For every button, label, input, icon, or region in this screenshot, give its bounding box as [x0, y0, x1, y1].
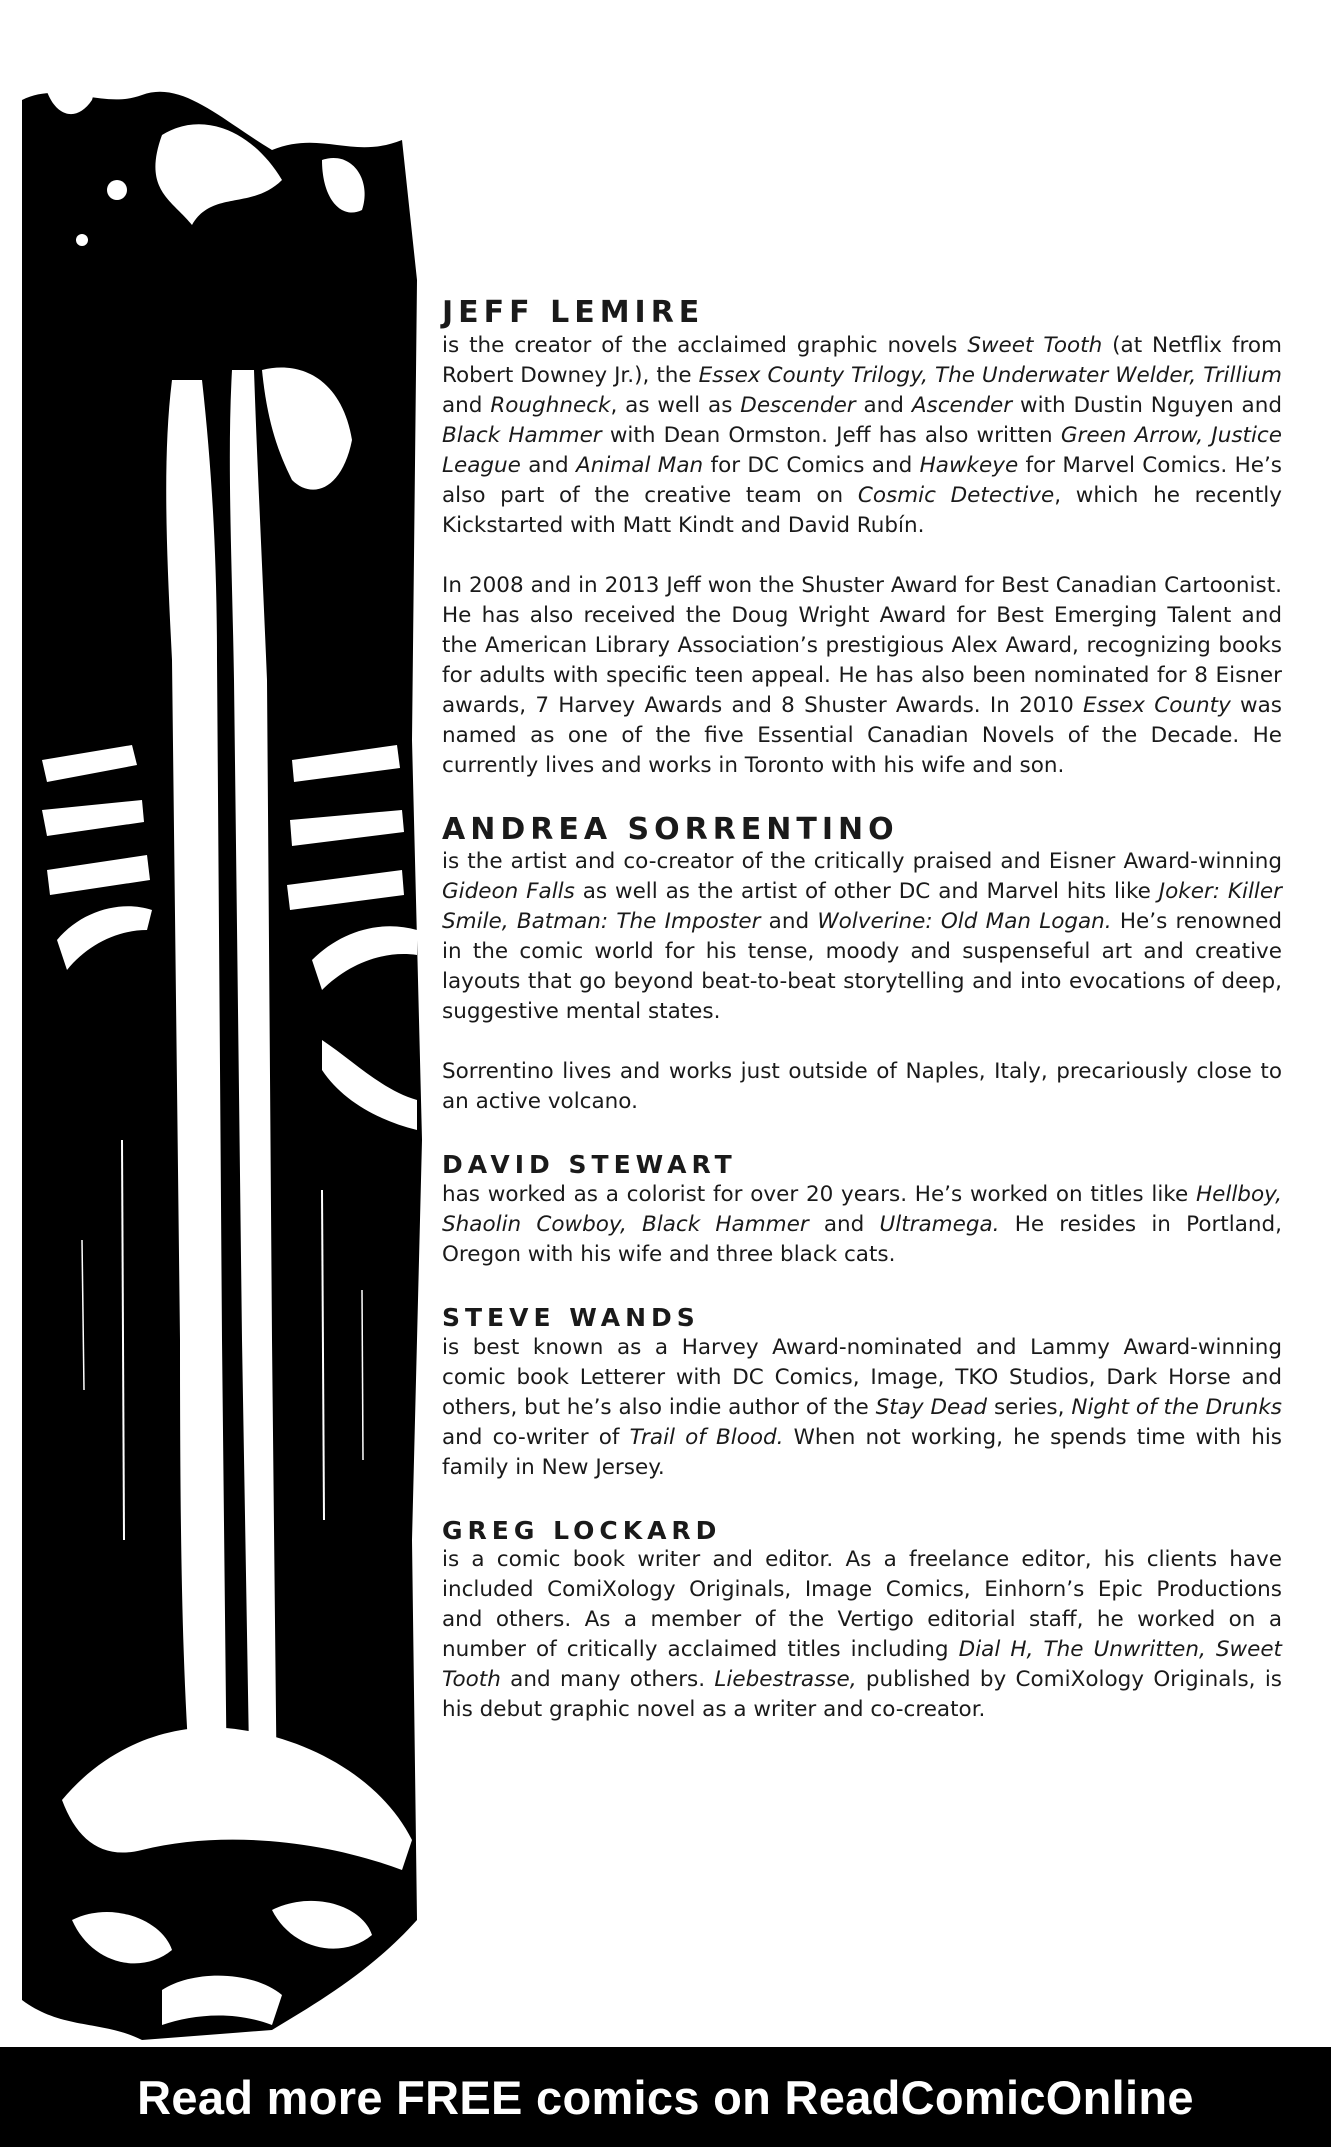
title-italic: Green Arrow, Justice League: [442, 422, 1282, 478]
title-italic: Joker: Killer Smile, Batman: The Imposter: [442, 879, 1282, 934]
bio-david-stewart: [442, 1151, 1282, 1270]
title-italic: Hawkeye: [919, 452, 1019, 478]
title-italic: Wolverine: Old Man Logan.: [817, 909, 1112, 934]
title-italic: Hellboy, Shaolin Cowboy, Black Hammer: [442, 1181, 1282, 1237]
title-italic: Gideon Falls: [442, 879, 575, 904]
footer-banner[interactable]: [0, 2047, 1331, 2147]
title-italic: Stay Dead: [875, 1394, 988, 1420]
bio-andrea-sorrentino: [442, 813, 1282, 1118]
title-italic: Black Hammer: [442, 422, 602, 448]
title-italic: Roughneck: [490, 392, 611, 418]
bio-name: GREG LOCKARD: [442, 1515, 722, 1545]
bio-paragraph: In 2008 and in 2013 Jeff won the Shuster Award for Best Canadian Cartoonist. He has also received the Doug Wright Award for Best Emerging Talent and the American Library Association’s prestigious Alex Award, recognizing books for adults with specific teen appeal. He has also been nominated for 8 Eisner awards, 7 Harvey Awards and 8 Shuster Awards. In 2010 Essex County was named as one of the five Essential Canadian Novels of the Decade. He currently lives and works in Toronto with his wife and son.: [442, 572, 1282, 778]
title-italic: Ultramega.: [879, 1211, 1000, 1237]
title-italic: Essex County Trilogy, The Underwater Welder, Trillium: [698, 362, 1282, 388]
bio-jeff-lemire: [442, 296, 1282, 781]
bio-name: DAVID STEWART: [442, 1150, 737, 1179]
bio-name: STEVE WANDS: [442, 1302, 700, 1332]
bio-steve-wands: [442, 1304, 1282, 1483]
title-italic: Liebestrasse,: [714, 1667, 857, 1693]
bio-paragraph: is best known as a Harvey Award-nominated and Lammy Award-winning comic book Letterer with DC Comics, Image, TKO Studios, Dark Horse and others, but he’s also indie author of the Stay Dead series, Night of the Drunks and co-writer of Trail of Blood. When not working, he spends time with his family in New Jersey.: [442, 1334, 1282, 1480]
title-italic: Animal Man: [576, 452, 704, 478]
title-italic: Sweet Tooth: [967, 332, 1103, 358]
title-italic: Essex County: [1083, 692, 1231, 718]
bio-paragraph: is the creator of the acclaimed graphic novels Sweet Tooth (at Netflix from Robert Downey Jr.), the Essex County Trilogy, The Underwater Welder, Trillium and Roughneck, as well as Descender and Ascender with Dustin Nguyen and Black Hammer with Dean Ormston. Jeff has also written Green Arrow, Justice League and Animal Man for DC Comics and Hawkeye for Marvel Comics. He’s also part of the creative team on Cosmic Detective, which he recently Kickstarted with Matt Kindt and David Rubín.: [442, 332, 1283, 538]
bio-paragraph: is the artist and co-creator of the critically praised and Eisner Award-winning Gideon Falls as well as the artist of other DC and Marvel hits like Joker: Killer Smile, Batman: The Imposter and Wolverine: Old Man Logan. He’s renowned in the comic world for his tense, moody and suspenseful art and creative layouts that go beyond beat-to-beat storytelling and into evocations of deep, suggestive mental states.: [442, 849, 1283, 1024]
title-italic: Cosmic Detective: [857, 482, 1055, 508]
title-italic: Descender: [740, 392, 856, 418]
title-italic: Ascender: [911, 392, 1013, 418]
bio-paragraph: is a comic book writer and editor. As a freelance editor, his clients have included ComiXology Originals, Image Comics, Einhorn’s Epic Productions and others. As a member of the Vertigo editorial staff, he worked on a number of critically acclaimed titles including Dial H, The Unwritten, Sweet Tooth and many others. Liebestrasse, published by ComiXology Originals, is his debut graphic novel as a writer and co-creator.: [442, 1547, 1282, 1723]
title-italic: Night of the Drunks: [1071, 1394, 1282, 1420]
title-italic: Dial H, The Unwritten, Sweet Tooth: [442, 1637, 1282, 1693]
bio-paragraph: Sorrentino lives and works just outside of Naples, Italy, precariously close to an active volcano.: [442, 1059, 1282, 1114]
ink-illustration: [22, 40, 422, 2040]
footer-link-text[interactable]: Read more FREE comics on ReadComicOnline: [137, 2070, 1194, 2124]
bio-name: JEFF LEMIRE: [442, 295, 705, 330]
bio-paragraph: has worked as a colorist for over 20 years. He’s worked on titles like Hellboy, Shaolin Cowboy, Black Hammer and Ultramega. He resides in Portland, Oregon with his wife and three black cats.: [442, 1181, 1282, 1267]
creator-bios: [442, 296, 1282, 1725]
bio-name: ANDREA SORRENTINO: [442, 811, 899, 847]
bio-greg-lockard: [442, 1517, 1282, 1726]
title-italic: Trail of Blood.: [629, 1424, 784, 1450]
